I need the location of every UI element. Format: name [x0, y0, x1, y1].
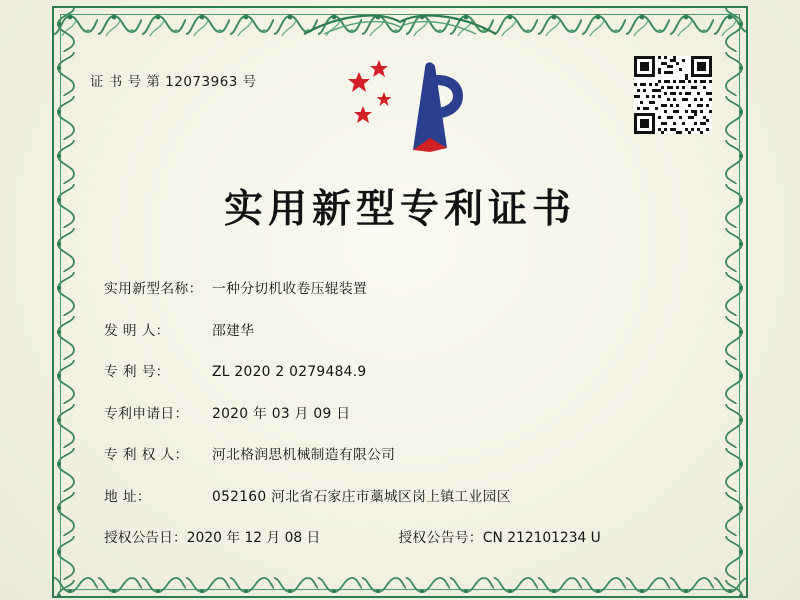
- field-label: 实用新型名称：: [104, 281, 203, 297]
- page-title: 实用新型专利证书: [223, 186, 576, 232]
- announce-number-value: CN 212101234 U: [482, 530, 601, 546]
- field-value: ZL 2020 2 0279484.9: [212, 364, 367, 380]
- announce-date-label: 授权公告日：: [104, 530, 187, 546]
- certificate-number: 证 书 号 第 12073963 号: [90, 74, 257, 90]
- announce-date-value: 2020 年 12 月 08 日: [186, 530, 321, 546]
- ornament-bottom: [54, 574, 746, 596]
- field-row-address: [104, 485, 700, 505]
- ornament-top: [54, 8, 746, 38]
- field-list: [104, 277, 700, 546]
- field-label: 专利申请日：: [104, 405, 189, 422]
- qr-code: [634, 56, 712, 134]
- ornament-right: [722, 8, 746, 596]
- cnipa-logo-icon: [343, 52, 473, 162]
- field-label: 专 利 权 人：: [104, 447, 189, 463]
- field-row-utility-model-name: [104, 277, 700, 297]
- ornament-left: [54, 8, 78, 596]
- field-value: 052160 河北省石家庄市藁城区岗上镇工业园区: [212, 488, 511, 505]
- announce-number-label: 授权公告号：: [398, 530, 483, 546]
- field-value: 河北格润思机械制造有限公司: [212, 447, 396, 463]
- field-label: 地 址：: [104, 488, 151, 505]
- field-row-application-date: [104, 402, 700, 422]
- field-label: 发 明 人：: [104, 322, 170, 339]
- field-value: 一种分切机收卷压辊装置: [212, 281, 368, 297]
- field-row-patentee: [104, 443, 700, 463]
- field-label: 专 利 号：: [104, 364, 170, 380]
- field-row-inventor: [104, 319, 700, 339]
- field-value: 邵建华: [212, 322, 255, 339]
- field-value: 2020 年 03 月 09 日: [212, 405, 351, 422]
- field-row-announcement: [104, 526, 700, 546]
- field-row-patent-number: [104, 360, 700, 380]
